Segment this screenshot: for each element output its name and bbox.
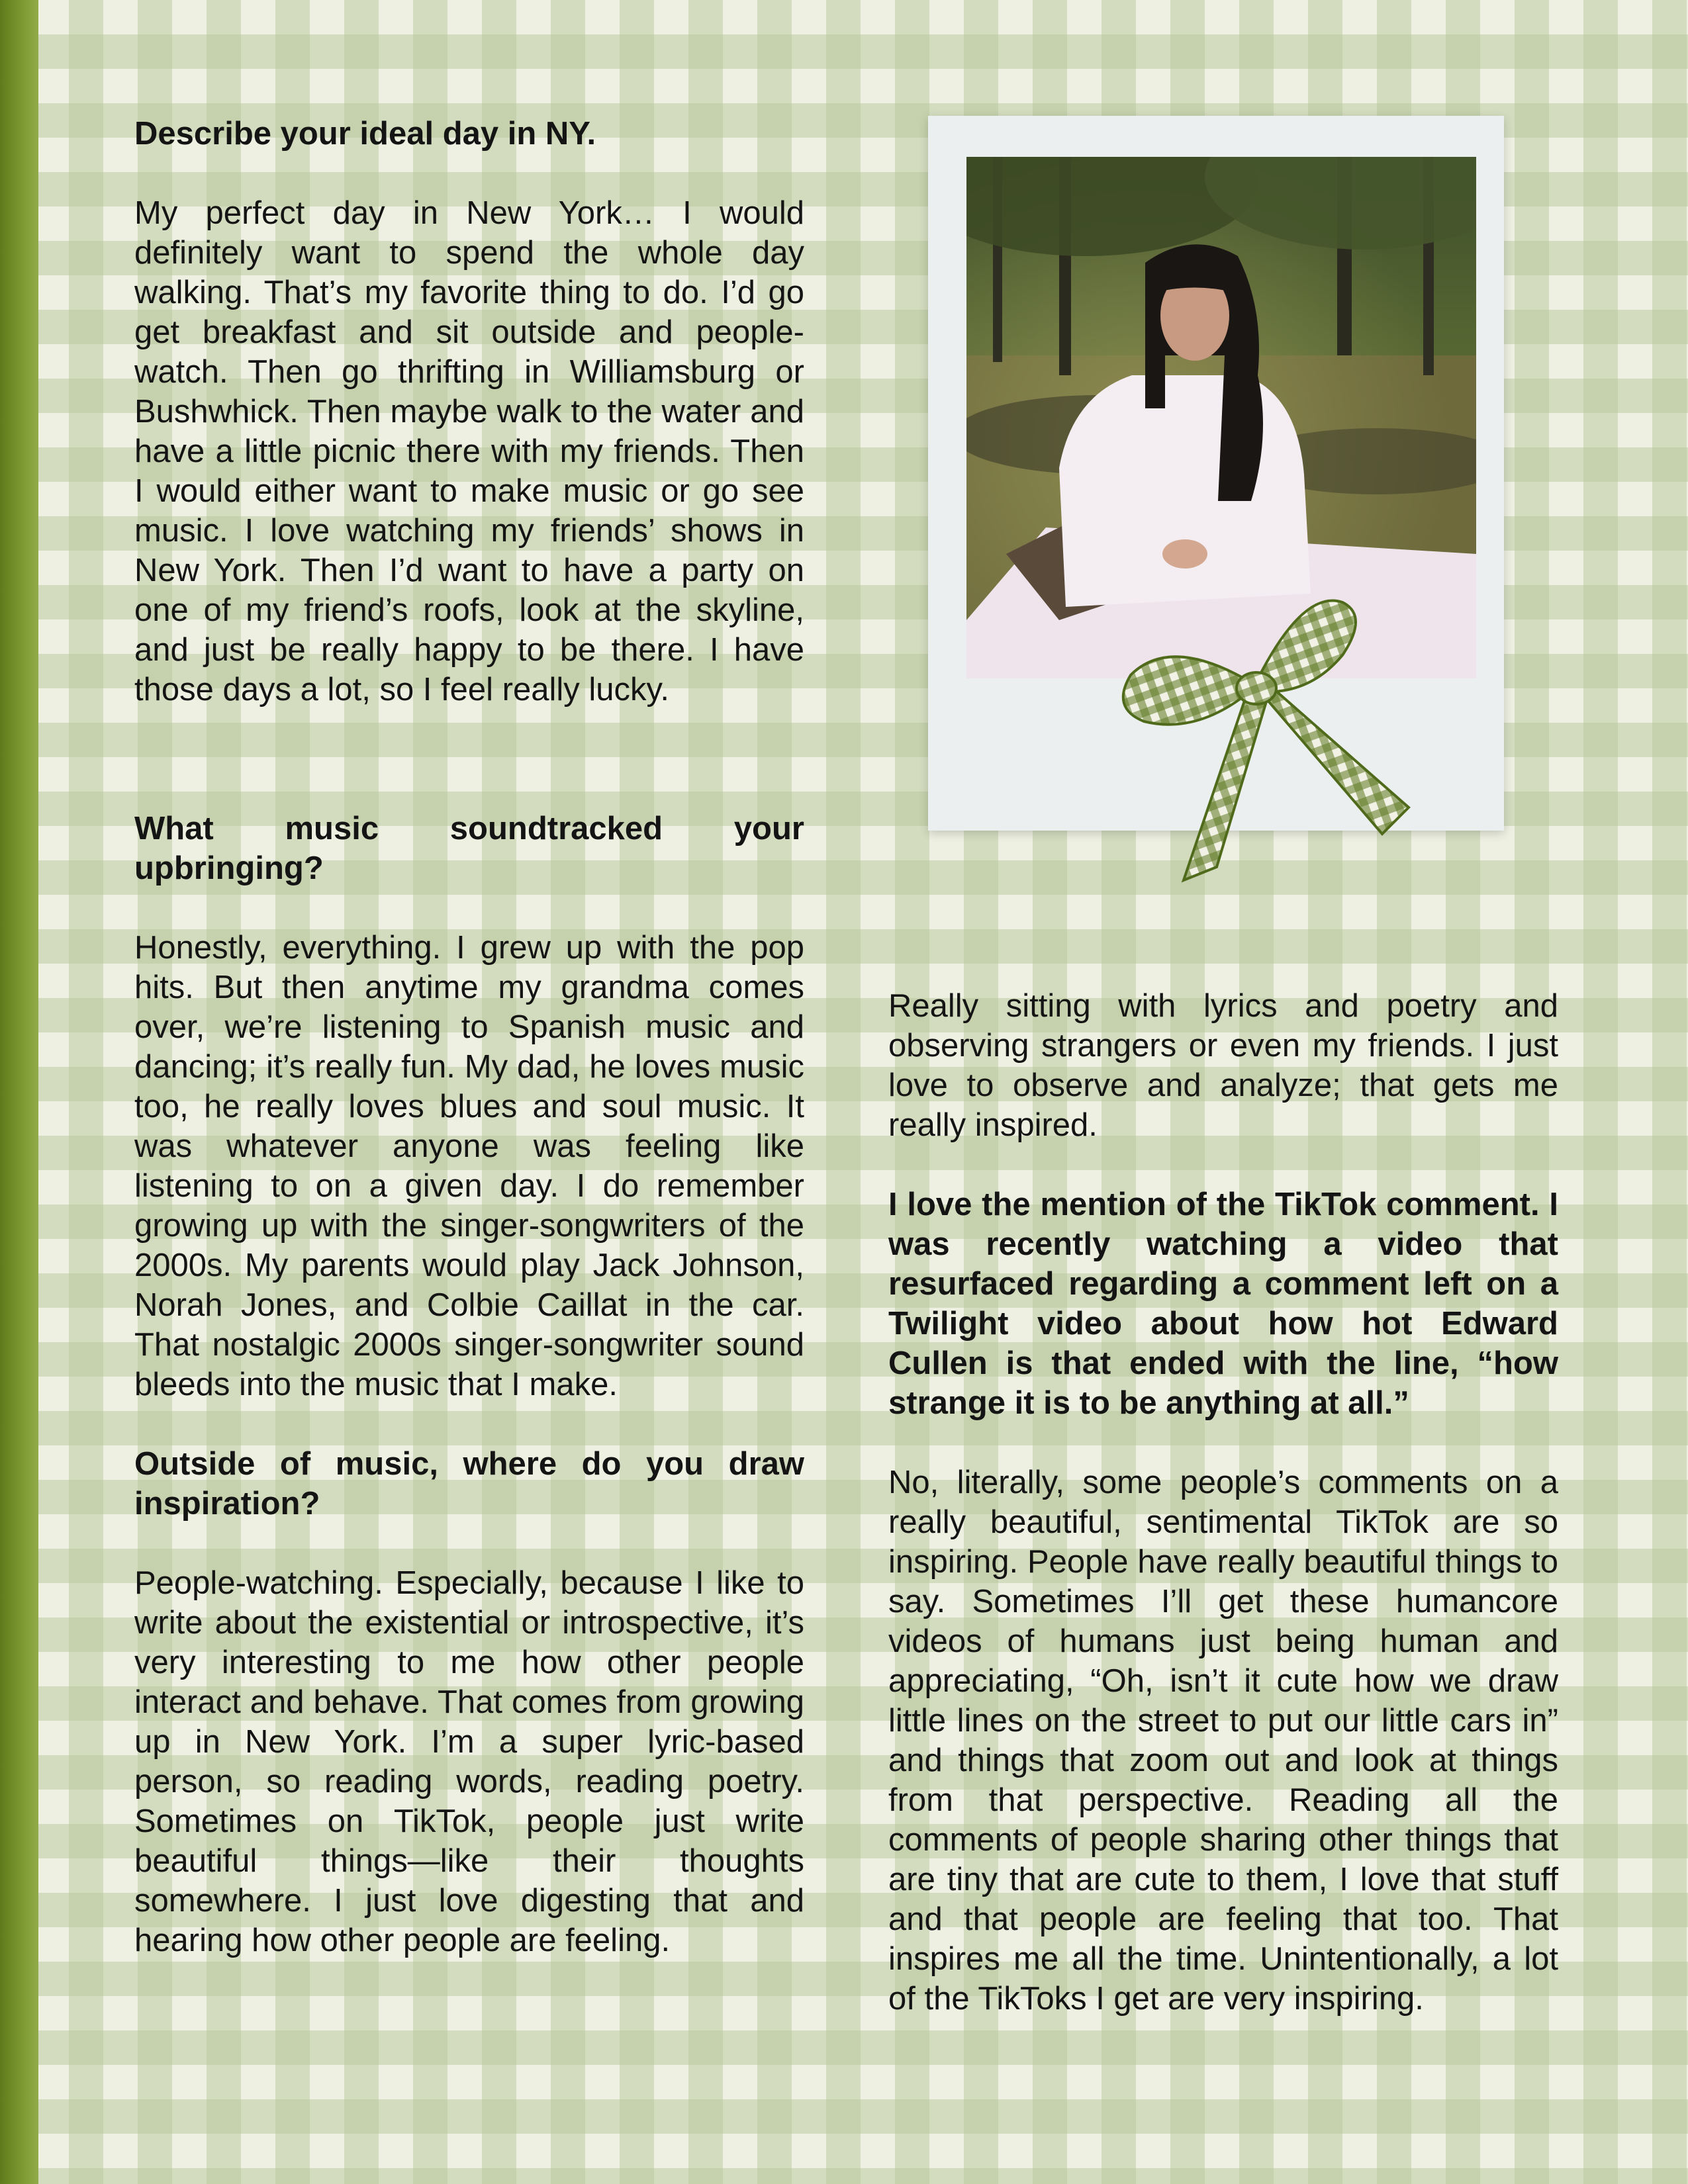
- question-soundtrack: What music soundtracked your upbringing?: [134, 811, 804, 886]
- gingham-bow-icon: [1091, 576, 1435, 887]
- answer-inspiration-continued: Really sitting with lyrics and poetry and observing strangers or even my friends. I just love to observe and analyze; that gets me really inspired.: [888, 988, 1558, 1143]
- left-column: [134, 114, 804, 2000]
- question-ideal-day: Describe your ideal day in NY.: [134, 116, 596, 152]
- right-column: [888, 986, 1558, 2058]
- answer-soundtrack: Honestly, everything. I grew up with the pop hits. But then anytime my grandma comes over, we’re listening to Spanish music and dancing; it’s really fun. My dad, he loves music too, he really loves blues and soul music. It was whatever anyone was feeling like listening to on a given day. I do remember growing up with the singer-songwriters of the 2000s. My parents would play Jack Johnson, Norah Jones, and Colbie Caillat in the car. That nostalgic 2000s singer-songwriter sound bleeds into the music that I make.: [134, 930, 804, 1402]
- question-tiktok-comment: I love the mention of the TikTok comment. I was recently watching a video that resurfaced regarding a comment left on a Twilight video about how hot Edward Cullen is that ended with the line, “how strange it is to be anything at all.”: [888, 1187, 1558, 1421]
- question-inspiration: Outside of music, where do you draw inspiration?: [134, 1446, 804, 1522]
- answer-tiktok-comment: No, literally, some people’s comments on a really beautiful, sentimental TikTok are so inspiring. People have really beautiful things to say. Sometimes I’ll get these humancore videos of humans just being human and appreciating, “Oh, isn’t it cute how we draw little lines on the street to put our little cars in” and things that zoom out and look at things from that perspective. Reading all the comments of people sharing other things that are tiny that are cute to them, I love that stuff and that people are feeling that too. That inspires me all the time. Unintentionally, a lot of the TikToks I get are very inspiring.: [888, 1465, 1558, 2017]
- answer-ideal-day: My perfect day in New York… I would definitely want to spend the whole day walking. That’s my favorite thing to do. I’d go get breakfast and sit outside and people-watch. Then go thrifting in Williamsburg or Bushwhick. Then maybe walk to the water and have a little picnic there with my friends. Then I would either want to make music or go see music. I love watching my friends’ shows in New York. Then I’d want to have a party on one of my friend’s roofs, look at the skyline, and just be really happy to be there. I have those days a lot, so I feel really lucky.: [134, 195, 804, 707]
- binding-spine: [0, 0, 38, 2184]
- answer-inspiration: People-watching. Especially, because I like to write about the existential or introspective, it’s very interesting to me how other people interact and behave. That comes from growing up in New York. I’m a super lyric-based person, so reading words, reading poetry. Sometimes on TikTok, people just write beautiful things—like their thoughts somewhere. I just love digesting that and hearing how other people are feeling.: [134, 1565, 804, 1958]
